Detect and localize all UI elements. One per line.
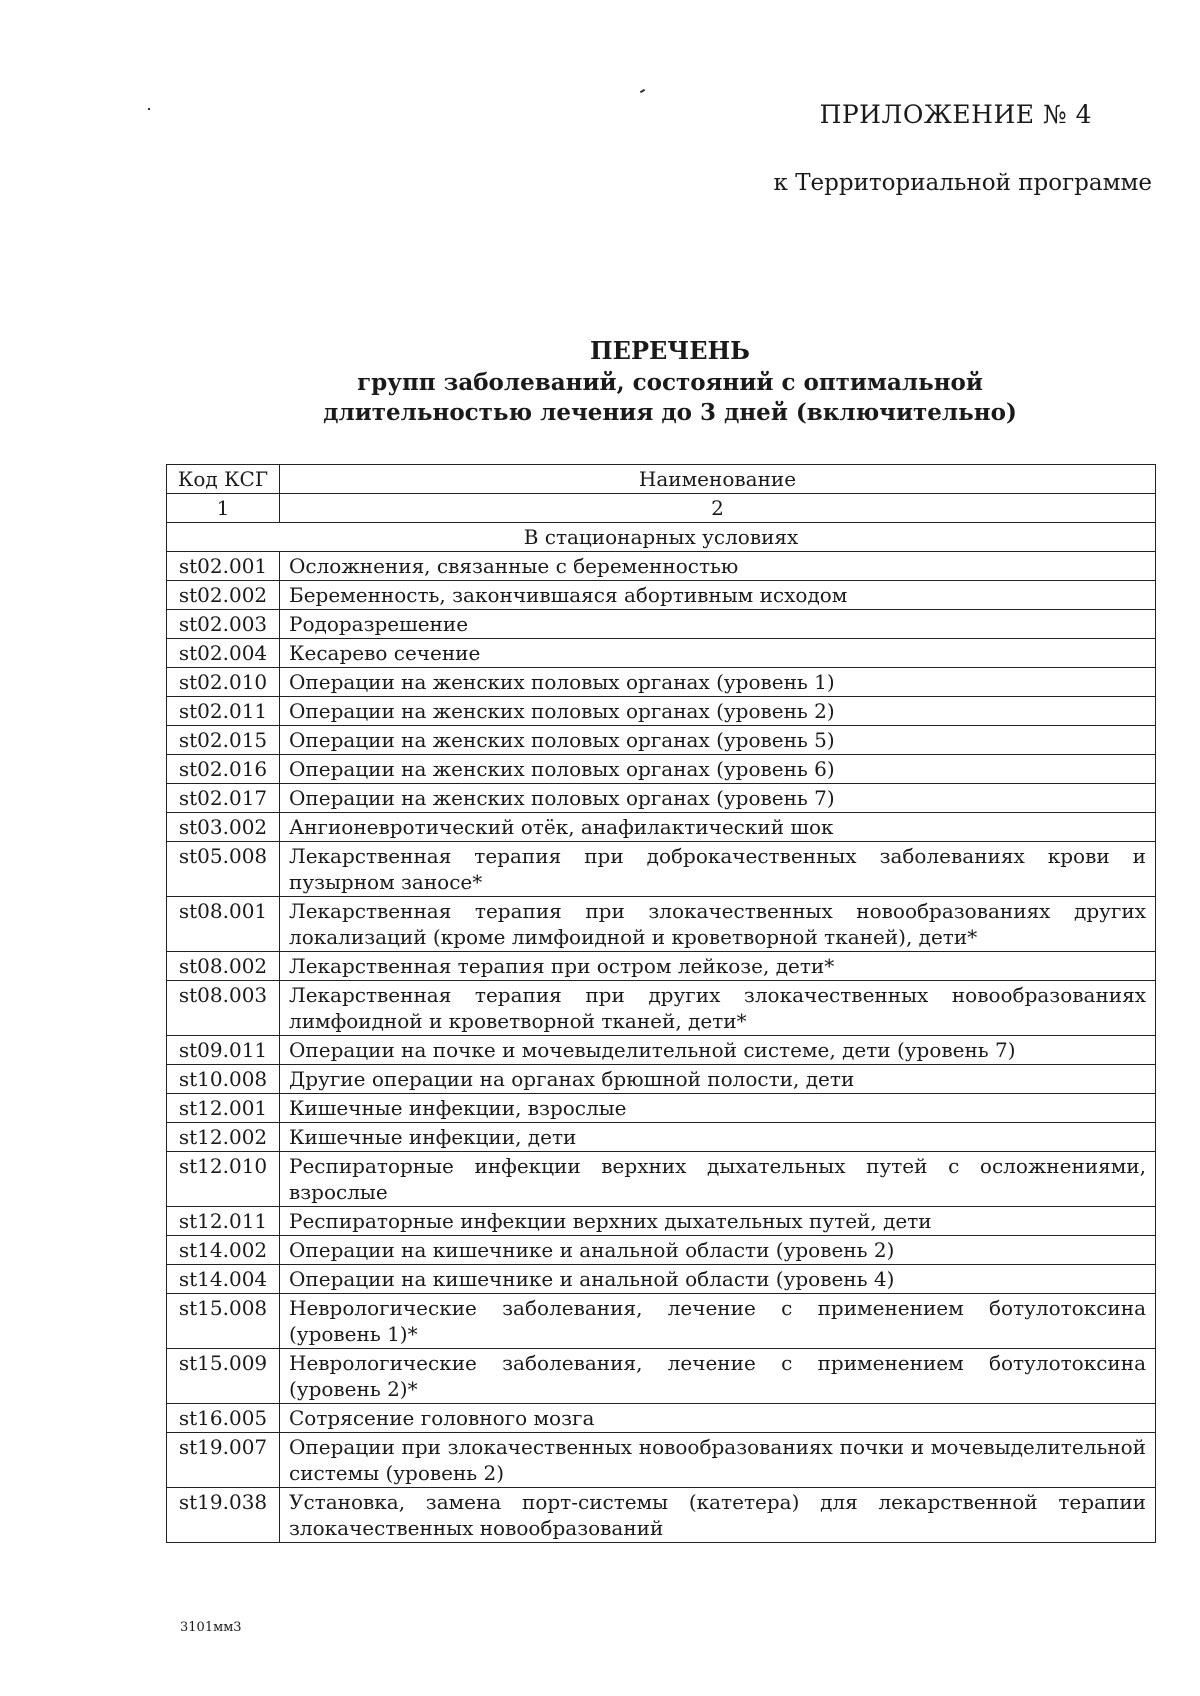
ksg-name: Лекарственная терапия при злокачественных новообразованиях других локализаций (кроме лимфоидной и кроветворной тканей), дети* <box>280 897 1156 952</box>
table-row <box>167 952 1156 981</box>
scan-speck <box>640 89 645 93</box>
ksg-code: st08.003 <box>167 981 280 1036</box>
heading-main: ПЕРЕЧЕНЬ <box>590 336 750 365</box>
header-code: Код КСГ <box>167 465 280 494</box>
ksg-name: Ангионевротический отёк, анафилактический шок <box>280 813 1156 842</box>
ksg-code: st02.001 <box>167 552 280 581</box>
ksg-name: Осложнения, связанные с беременностью <box>280 552 1156 581</box>
ksg-name: Кишечные инфекции, дети <box>280 1123 1156 1152</box>
ksg-code: st16.005 <box>167 1404 280 1433</box>
table-row <box>167 1094 1156 1123</box>
footer-code: 3101мм3 <box>180 1620 242 1635</box>
ksg-code: st15.009 <box>167 1349 280 1404</box>
appendix-title: ПРИЛОЖЕНИЕ № 4 <box>819 100 1092 129</box>
table-header-row <box>167 465 1156 494</box>
ksg-name: Другие операции на органах брюшной полости, дети <box>280 1065 1156 1094</box>
ksg-code: st05.008 <box>167 842 280 897</box>
table-row <box>167 668 1156 697</box>
ksg-name: Респираторные инфекции верхних дыхательных путей, дети <box>280 1207 1156 1236</box>
ksg-code: st02.011 <box>167 697 280 726</box>
ksg-code: st02.010 <box>167 668 280 697</box>
ksg-name: Операции на женских половых органах (уровень 1) <box>280 668 1156 697</box>
ksg-code: st02.002 <box>167 581 280 610</box>
ksg-code: st12.001 <box>167 1094 280 1123</box>
ksg-code: st02.015 <box>167 726 280 755</box>
column-number-1: 1 <box>167 494 280 523</box>
column-number-2: 2 <box>280 494 1156 523</box>
ksg-name: Беременность, закончившаяся абортивным исходом <box>280 581 1156 610</box>
ksg-name: Лекарственная терапия при остром лейкозе, дети* <box>280 952 1156 981</box>
table-number-row <box>167 494 1156 523</box>
header-name: Наименование <box>280 465 1156 494</box>
ksg-name: Сотрясение головного мозга <box>280 1404 1156 1433</box>
ksg-code: st02.016 <box>167 755 280 784</box>
ksg-code: st14.002 <box>167 1236 280 1265</box>
table-row <box>167 1433 1156 1488</box>
ksg-name: Неврологические заболевания, лечение с применением ботулотоксина (уровень 2)* <box>280 1349 1156 1404</box>
ksg-name: Неврологические заболевания, лечение с применением ботулотоксина (уровень 1)* <box>280 1294 1156 1349</box>
table-row <box>167 981 1156 1036</box>
ksg-name: Операции на женских половых органах (уровень 7) <box>280 784 1156 813</box>
ksg-table <box>166 464 1156 1543</box>
table-row <box>167 697 1156 726</box>
table-row <box>167 1349 1156 1404</box>
table-row <box>167 726 1156 755</box>
table-row <box>167 581 1156 610</box>
ksg-code: st12.011 <box>167 1207 280 1236</box>
ksg-name: Респираторные инфекции верхних дыхательных путей с осложнениями, взрослые <box>280 1152 1156 1207</box>
scan-speck <box>148 108 150 110</box>
ksg-code: st02.017 <box>167 784 280 813</box>
heading-line-1: групп заболеваний, состояний с оптимальной <box>357 369 983 396</box>
table-row <box>167 1207 1156 1236</box>
ksg-name: Операции на почке и мочевыделительной системе, дети (уровень 7) <box>280 1036 1156 1065</box>
table-body <box>167 523 1156 1543</box>
ksg-code: st03.002 <box>167 813 280 842</box>
table-row <box>167 1236 1156 1265</box>
ksg-name: Лекарственная терапия при других злокачественных новообразованиях лимфоидной и кроветворной тканей, дети* <box>280 981 1156 1036</box>
ksg-code: st08.001 <box>167 897 280 952</box>
table-row <box>167 610 1156 639</box>
table-row <box>167 842 1156 897</box>
ksg-name: Операции при злокачественных новообразованиях почки и мочевыделительной системы (уровень 2) <box>280 1433 1156 1488</box>
table-row <box>167 639 1156 668</box>
ksg-name: Кесарево сечение <box>280 639 1156 668</box>
table-row <box>167 813 1156 842</box>
ksg-code: st12.010 <box>167 1152 280 1207</box>
table-row <box>167 1265 1156 1294</box>
ksg-name: Родоразрешение <box>280 610 1156 639</box>
ksg-code: st10.008 <box>167 1065 280 1094</box>
ksg-name: Операции на женских половых органах (уровень 5) <box>280 726 1156 755</box>
ksg-code: st09.011 <box>167 1036 280 1065</box>
ksg-code: st14.004 <box>167 1265 280 1294</box>
ksg-name: Установка, замена порт-системы (катетера) для лекарственной терапии злокачественных новообразований <box>280 1488 1156 1543</box>
table-row <box>167 1488 1156 1543</box>
ksg-code: st12.002 <box>167 1123 280 1152</box>
table-row <box>167 1404 1156 1433</box>
table-row <box>167 1123 1156 1152</box>
ksg-code: st08.002 <box>167 952 280 981</box>
table-row <box>167 784 1156 813</box>
heading-line-2: длительностью лечения до 3 дней (включительно) <box>323 399 1017 426</box>
table-row <box>167 897 1156 952</box>
table-row <box>167 1036 1156 1065</box>
ksg-name: Операции на женских половых органах (уровень 2) <box>280 697 1156 726</box>
section-row <box>167 523 1156 552</box>
table-row <box>167 552 1156 581</box>
ksg-name: Кишечные инфекции, взрослые <box>280 1094 1156 1123</box>
ksg-code: st02.004 <box>167 639 280 668</box>
table-row <box>167 1152 1156 1207</box>
ksg-code: st19.038 <box>167 1488 280 1543</box>
document-heading <box>0 336 1200 428</box>
ksg-name: Операции на женских половых органах (уровень 6) <box>280 755 1156 784</box>
appendix-subtitle: к Территориальной программе <box>773 170 1152 196</box>
table-row <box>167 1065 1156 1094</box>
ksg-name: Лекарственная терапия при доброкачественных заболеваниях крови и пузырном заносе* <box>280 842 1156 897</box>
ksg-code: st19.007 <box>167 1433 280 1488</box>
ksg-name: Операции на кишечнике и анальной области (уровень 2) <box>280 1236 1156 1265</box>
ksg-name: Операции на кишечнике и анальной области (уровень 4) <box>280 1265 1156 1294</box>
table-row <box>167 1294 1156 1349</box>
table-row <box>167 755 1156 784</box>
section-title: В стационарных условиях <box>167 523 1156 552</box>
ksg-code: st02.003 <box>167 610 280 639</box>
ksg-code: st15.008 <box>167 1294 280 1349</box>
